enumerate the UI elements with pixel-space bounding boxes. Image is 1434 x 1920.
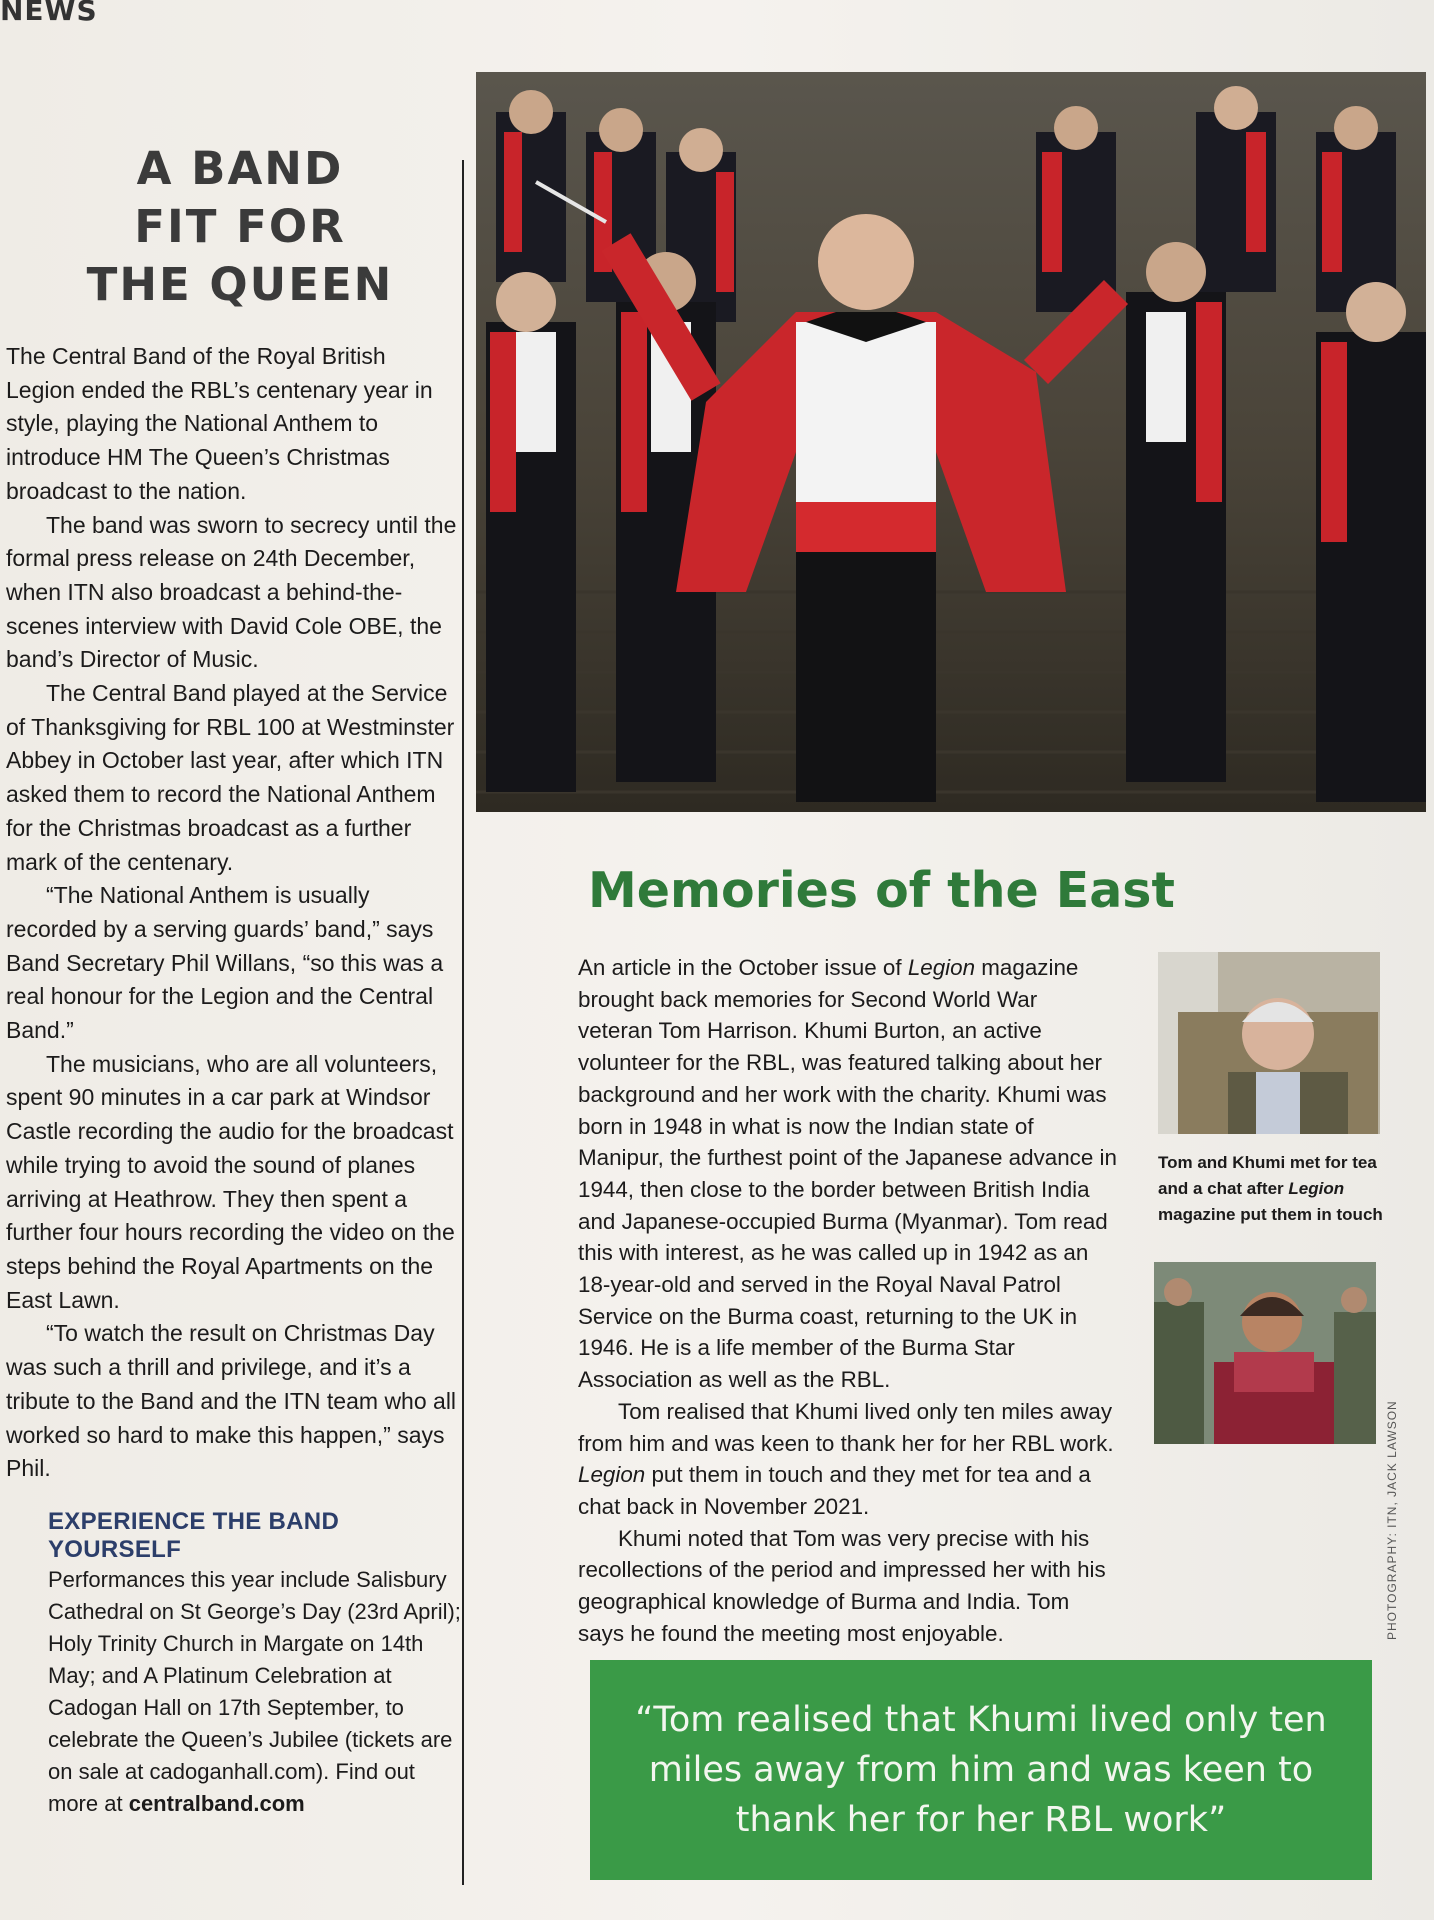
photo-caption xyxy=(1158,1150,1388,1228)
tom-photo-illustration xyxy=(1158,952,1380,1134)
headline-line-3: THE QUEEN xyxy=(86,258,394,311)
left-column xyxy=(0,140,470,1820)
headline-line-1: A BAND xyxy=(136,142,344,195)
column-divider xyxy=(462,160,464,1885)
experience-title: EXPERIENCE THE BAND YOURSELF xyxy=(48,1507,340,1563)
paragraph-5: The musicians, who are all volunteers, spent 90 minutes in a car park at Windsor Castle recording the audio for the broadcast while trying to avoid the sound of planes arriving at Heathrow. They then spent a further four hours recording the video on the steps behind the Royal Apartments on the East Lawn. xyxy=(6,1050,455,1313)
section-tag: NEWS xyxy=(0,0,98,27)
tom-harrison-photo xyxy=(1158,952,1380,1134)
paragraph-2: The band was sworn to secrecy until the formal press release on 24th December, when ITN also broadcast a behind-the-scenes interview with David Cole OBE, the band’s Director of Music. xyxy=(6,511,457,673)
memories-p1-start: An article in the October issue of xyxy=(578,955,908,980)
paragraph-6: “To watch the result on Christmas Day was such a thrill and privilege, and it’s a tribute to the Band and the ITN team who all worked so hard to make this happen,” says Phil. xyxy=(6,1320,457,1482)
memories-paragraph-2 xyxy=(578,1396,1118,1523)
photo-credit: PHOTOGRAPHY: ITN, JACK LAWSON xyxy=(1385,1400,1399,1640)
paragraph-4: “The National Anthem is usually recorded by a serving guards’ band,” says Band Secretary Phil Willans, “so this was a real honour for the Legion and the Central Band.” xyxy=(6,882,444,1044)
memories-p2-start: Tom realised that Khumi lived only ten miles away from him and was keen to thank her for her RBL work. xyxy=(578,1398,1114,1456)
khumi-burton-photo xyxy=(1154,1262,1376,1444)
article-body xyxy=(0,340,470,1486)
centralband-link[interactable]: centralband.com xyxy=(128,1790,305,1816)
band-photo-illustration xyxy=(476,72,1426,812)
article-headline xyxy=(0,140,470,314)
memories-p2-rest: put them in touch and they met for tea and a chat back in November 2021. xyxy=(578,1462,1091,1519)
experience-text xyxy=(0,1564,470,1820)
memories-paragraph-1 xyxy=(578,952,1118,1396)
legion-mention: Legion xyxy=(907,955,976,980)
memories-title: Memories of the East xyxy=(588,862,1175,919)
khumi-photo-illustration xyxy=(1154,1262,1376,1444)
legion-mention: Legion xyxy=(578,1462,646,1488)
band-photo xyxy=(476,72,1426,812)
memories-paragraph-3: Khumi noted that Tom was very precise with his recollections of the period and impressed her with his geographical knowledge of Burma and India. Tom says he found the meeting most enjoyable. xyxy=(578,1525,1106,1646)
experience-body: Performances this year include Salisbury Cathedral on St George’s Day (23rd April); Holy Trinity Church in Margate on 14th May; and A Platinum Celebration at Cadogan Hall on 17th September, to celebrate the Queen’s Jubilee (tickets are on sale at cadoganhall.com). xyxy=(48,1566,461,1784)
headline-line-2: FIT FOR xyxy=(134,200,346,253)
memories-p1-rest: magazine brought back memories for Second World War veteran Tom Harrison. Khumi Burton, an active volunteer for the RBL, was featured talking about her background and her work with the charity. Khumi was born in 1948 in what is now the Indian state of Manipur, the furthest point of the Japanese advance in 1944, then close to the border between British India and Japanese-occupied Burma (Myanmar). Tom read this with interest, as he was called up in 1942 as an 18-year-old and served in the Royal Naval Patrol Service on the Burma coast, returning to the UK in 1946. He is a life member of the Burma Star Association as well as the RBL. xyxy=(578,955,1117,1393)
memories-body xyxy=(578,952,1118,1649)
caption-rest: magazine put them in touch xyxy=(1158,1205,1383,1224)
caption-legion: Legion xyxy=(1288,1179,1345,1198)
find-out-prefix: Find out more at xyxy=(48,1758,415,1816)
paragraph-3: The Central Band played at the Service of Thanksgiving for RBL 100 at Westminster Abbey in October last year, after which ITN asked them to record the National Anthem for the Christmas broadcast as a further mark of the centenary. xyxy=(6,680,455,875)
caption-start: Tom and Khumi met for tea and a chat after xyxy=(1158,1153,1377,1198)
pull-quote: “Tom realised that Khumi lived only ten miles away from him and was keen to thank her for her RBL work” xyxy=(590,1660,1372,1880)
paragraph-1: The Central Band of the Royal British Legion ended the RBL’s centenary year in style, playing the National Anthem to introduce HM The Queen’s Christmas broadcast to the nation. xyxy=(6,343,433,504)
